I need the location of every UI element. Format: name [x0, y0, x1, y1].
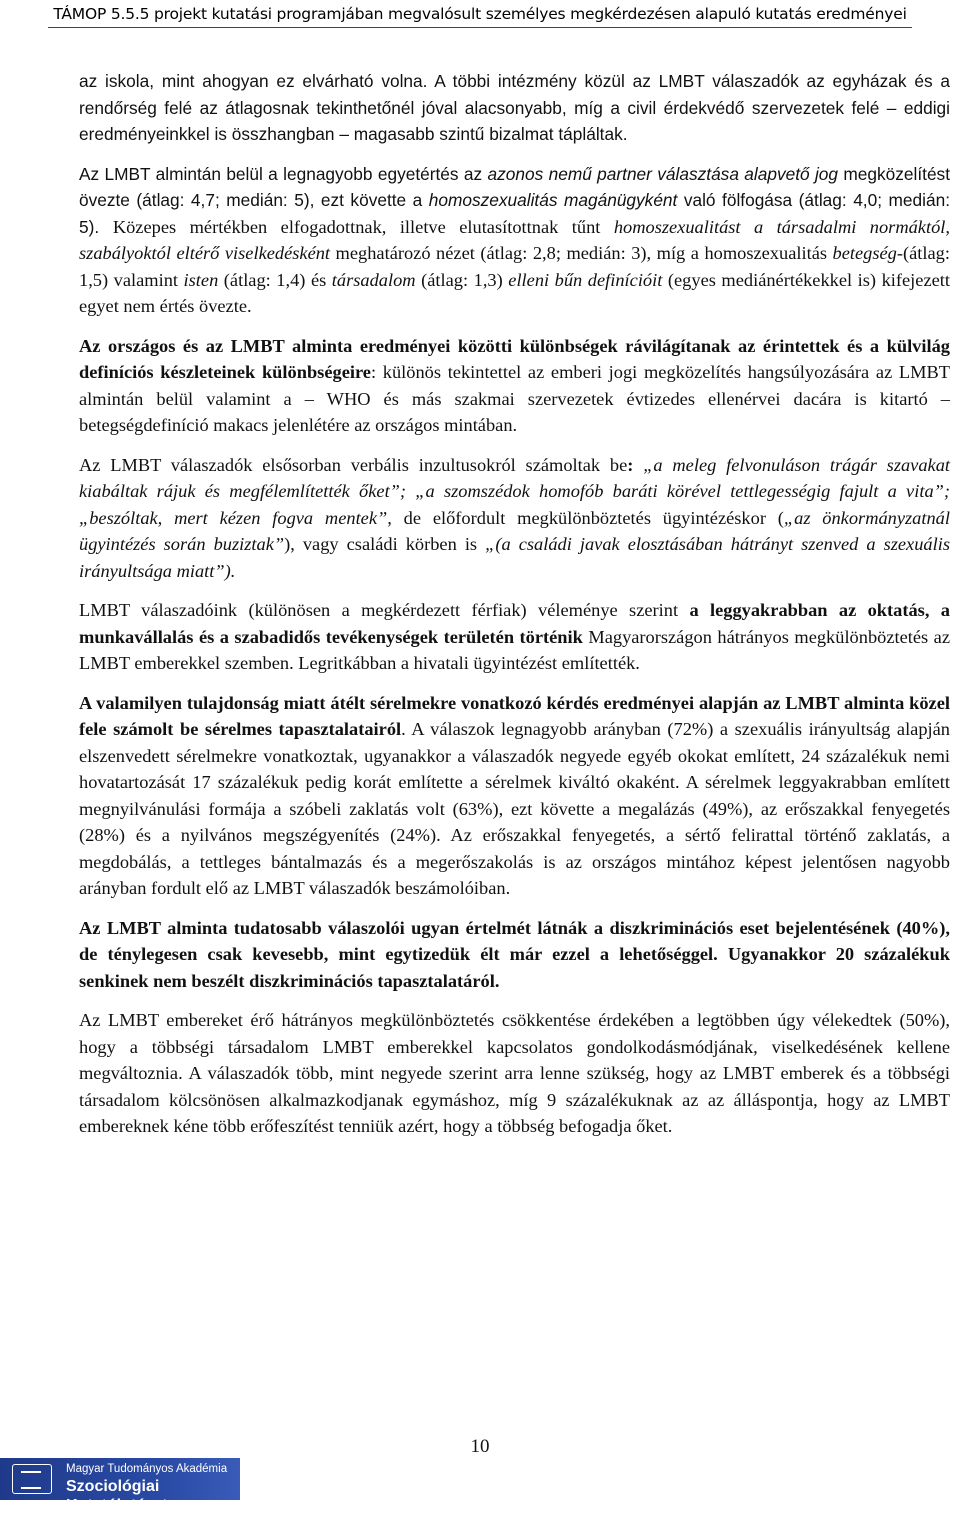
text-run [633, 455, 643, 475]
text-run: (átlag: 1,3) [415, 269, 509, 290]
logo-line-academy: Magyar Tudományos Akadémia [66, 1463, 228, 1475]
text-run: megközelítést övezte (átlag: 4,7; medián: 5), ezt követte a [79, 163, 950, 210]
italic-text: „a meleg felvonuláson trágár szavakat kiabáltak rájuk és megfélemlítették őket”; [79, 454, 950, 501]
text-run: való fölfogása (átlag: 4,0; medián: 5). [79, 190, 950, 237]
text-run [406, 481, 415, 501]
text-run: Az LMBT válaszadók elsősorban verbális inzultusokról számoltak be [79, 454, 628, 475]
page-number: 10 [470, 1436, 490, 1457]
paragraph [79, 915, 950, 995]
text-run: LMBT válaszadóink (különösen a megkérdezett férfiak) véleménye szerint [79, 600, 690, 620]
text-run: (átlag: 1,4) és [218, 269, 332, 290]
bold-text: : [627, 454, 634, 475]
italic-text: társadalom [331, 269, 416, 290]
text-run: Az LMBT almintán belül a legnagyobb egyetértés az [79, 163, 488, 184]
italic-text: „beszóltak, mert kézen fogva mentek”, [79, 507, 392, 528]
bold-text: a leggyakrabban az oktatás, a munkavállalás és a szabadidős tevékenységek területén történik [79, 600, 950, 647]
italic-text: „(a családi javak elosztásában hátrányt szenved a szexuális irányultsága miatt”). [79, 534, 950, 581]
text-run: (átlag: 1,5) valamint [79, 243, 950, 290]
text-run: : különös tekintettel az emberi jogi megközelítés hangsúlyozására az LMBT almintán belül valamint a – WHO és más szakmai szervezetek évtizedes ellenérvei dacára is kitartó – betegségdefiníció makacs jelenlétére az országos mintában. [79, 362, 951, 435]
academy-emblem-icon [12, 1464, 52, 1494]
text-run: Az LMBT embereket érő hátrányos megkülönböztetés csökkentése érdekében a legtöbben úgy vélekedtek (50%), hogy a többségi társadalom LMBT emberekkel kapcsolatos gondolkodásmódjának, viselkedésének kellene megváltoznia. A válaszadók több, mint negyede szerint arra lenne szükség, hogy az LMBT emberek és a többségi társadalom kölcsönösen alkalmazkodjanak egymáshoz, míg 9 százalékuknak az az álláspontja, hogy az LMBT embereknek kéne több erőfeszítést tenniük azért, hogy a többség befogadja őket. [79, 1010, 950, 1136]
italic-text: elleni bűn definícióit [508, 269, 663, 290]
text-run: meghatározó nézet (átlag: 2,8; medián: 3), míg a homoszexualitás [330, 243, 833, 263]
text-run: de előfordult megkülönböztetés ügyintézéskor ( [391, 507, 784, 528]
text-run: . A válaszok legnagyobb arányban (72%) a szexuális irányultság alapján elszenvedett sérelmekre vonatkoztak, ugyanakkor a válaszadók negyede egyéb okokat említett, 24 százalékuk nemi hovatartozását 17 százalékuk pedig korát említette a sérelmek kiváltó okaként. A sérelmek leggyakrabban említett megnyilvánulási formája a szóbeli zaklatás volt (63%), ezt követte a megalázás (49%), az erőszakkal fenyegetés (28%) és a nyilvános megszégyenítés (24%). Az erőszakkal fenyegetés, a sértő felirattal történő zaklatás, a megdobálás, a tettleges bántalmazás és a megerőszakolás is az országos mintához képest jelentősen nagyobb arányban fordult elő az LMBT válaszadók beszámolóiban. [79, 719, 951, 898]
paragraph [79, 690, 950, 902]
text-run: (egyes mediánértékekkel is) kifejezett egyet nem értés övezte. [79, 269, 950, 316]
italic-text: „a szomszédok homofób baráti körével tettlegességig fajult a vita”; [415, 481, 950, 501]
paragraph [79, 161, 950, 320]
paragraph [79, 452, 950, 585]
bold-text: Az LMBT alminta tudatosabb válaszolói ugyan értelmét látnák a diszkriminációs eset bejelentésének (40%), de ténylegesen csak kevesebb, mint egytizedük élt már ezzel a lehetőséggel. Ugyanakkor 20 százalékuk senkinek nem beszélt diszkriminációs tapasztalatáról. [79, 917, 950, 991]
paragraph [79, 597, 950, 677]
document-body [79, 68, 950, 1153]
logo-line-institute: Szociológiai Kutatóintézet [66, 1478, 168, 1514]
paragraph [79, 333, 950, 439]
italic-text: homoszexualitást a társadalmi normáktól, szabályoktól eltérő viselkedésként [79, 216, 950, 263]
institute-logo [0, 1458, 240, 1514]
text-run: az iskola, mint ahogyan ez elvárható volna. A többi intézmény közül az LMBT válaszadók az egyházak és a rendőrség felé az átlagosnak tekinthetőnél jóval alacsonyabb, míg a civil érdekvédő szervezetek felé – eddigi eredményeinkkel is összhangban – magasabb szintű bizalmat tápláltak. [79, 71, 950, 144]
text-run: ), vagy családi körben is [284, 534, 486, 554]
italic-text: betegség- [832, 243, 903, 263]
italic-text: homoszexualitás magánügyként [428, 190, 678, 210]
italic-text: „az önkormányzatnál ügyintézés során buziztak” [79, 507, 950, 554]
header-title: TÁMOP 5.5.5 projekt kutatási programjában megvalósult személyes megkérdezésen alapuló kutatás eredményei [53, 5, 907, 23]
text-run: Magyarországon hátrányos megkülönböztetés az LMBT emberekkel szemben. Legritkábban a hivatali ügyintézést említették. [79, 626, 950, 673]
page-header [0, 0, 960, 34]
text-run: Közepes mértékben elfogadottnak, illetve elutasítottnak tűnt [112, 216, 614, 237]
italic-text: isten [183, 269, 219, 290]
paragraph [79, 68, 950, 148]
bold-text: A valamilyen tulajdonság miatt átélt sérelmekre vonatkozó kérdés eredményei alapján az LMBT alminta közel fele számolt be sérelmes tapasztalatairól [79, 692, 950, 739]
italic-text: azonos nemű partner választása alapvető jog [487, 163, 839, 184]
paragraph [79, 1007, 950, 1140]
bold-text: Az országos és az LMBT alminta eredményei közötti különbségek rávilágítanak az érintettek és a külvilág definíciós készleteinek különbségeire [79, 335, 950, 382]
header-divider [48, 27, 912, 28]
